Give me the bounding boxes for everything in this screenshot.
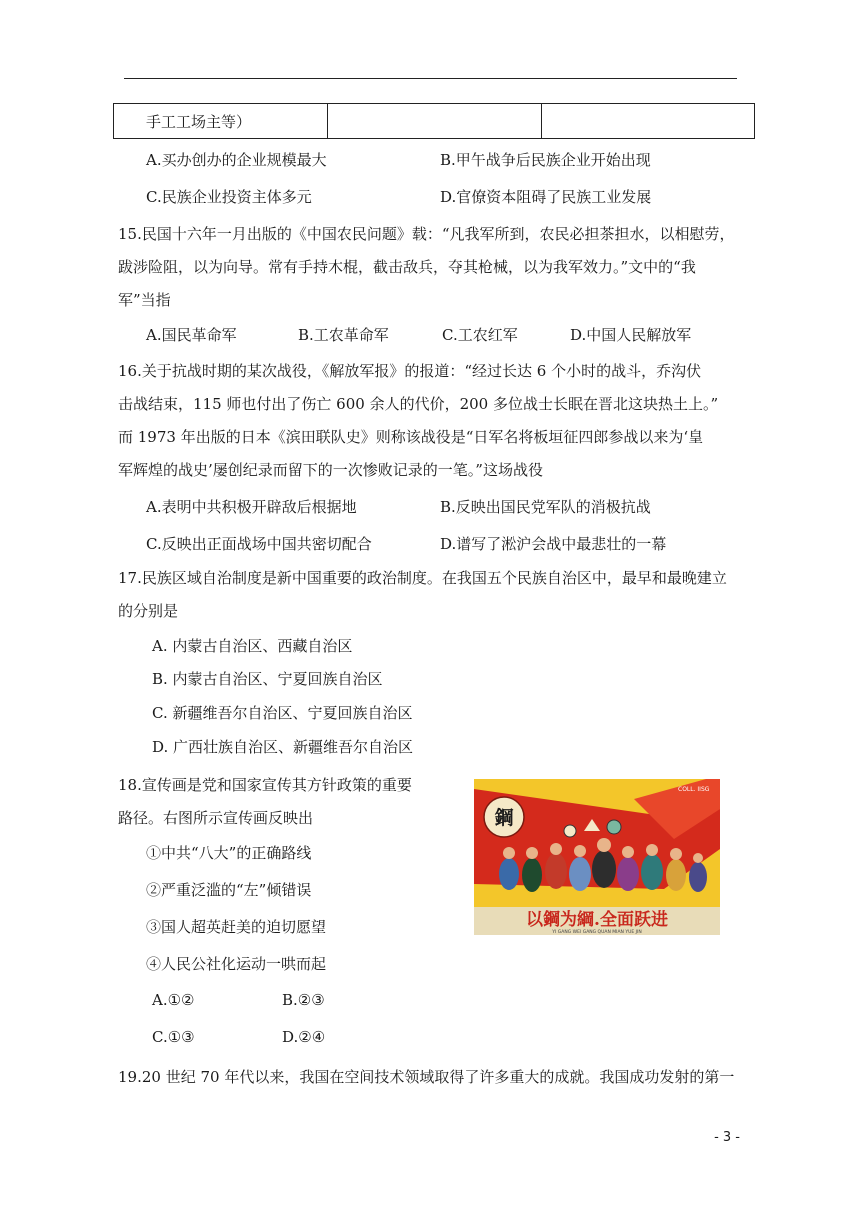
q14-option-b: B.甲午战争后民族企业开始出现 [440,151,651,169]
q18-stem-line-2: 路径。右图所示宣传画反映出 [118,809,314,827]
q17-stem-line-2: 的分别是 [118,602,179,620]
q14-option-c: C.民族企业投资主体多元 [146,188,312,206]
q14-option-a: A.买办创办的企业规模最大 [146,151,327,169]
q16-stem-line-2: 击战结束，115 师也付出了伤亡 600 余人的代价，200 多位战士长眠在晋北这块热土上。” [118,395,719,413]
q16-option-d: D.谱写了淞沪会战中最悲壮的一幕 [440,535,667,553]
q16-stem-line-3: 而 1973 年出版的日本《滨田联队史》则称该战役是“日军名将板垣征四郎参战以来为‘皇 [118,428,704,446]
page-number: - 3 - [714,1130,740,1145]
q18-option-b: B.②③ [282,991,325,1009]
q15-option-b: B.工农革命军 [298,326,389,344]
q18-item-1: ①中共“八大”的正确路线 [146,844,312,862]
q19-stem-line-1: 19.20 世纪 70 年代以来，我国在空间技术领域取得了许多重大的成就。我国成功发射的第一 [118,1068,735,1086]
answer-table-row [113,103,755,139]
q16-option-c: C.反映出正面战场中国共密切配合 [146,535,372,553]
propaganda-poster-image [474,779,720,935]
q18-item-3: ③国人超英赶美的迫切愿望 [146,918,327,936]
q18-option-d: D.②④ [282,1028,326,1046]
header-rule [124,78,737,79]
q17-option-d: D. 广西壮族自治区、新疆维吾尔自治区 [152,738,414,756]
q17-stem-line-1: 17.民族区域自治制度是新中国重要的政治制度。在我国五个民族自治区中，最早和最晚建立 [118,569,727,587]
q16-stem-line-1: 16.关于抗战时期的某次战役，《解放军报》的报道：“经过长达 6 个小时的战斗，乔沟伏 [118,362,702,380]
q17-option-a: A. 内蒙古自治区、西藏自治区 [152,637,353,655]
poster-slogan: 以鋼为綱.全面跃进 [526,910,668,930]
poster-corner-tag: COLL. IISG [678,786,710,793]
table-cell-1 [114,104,328,138]
q16-option-a: A.表明中共积极开辟敌后根据地 [146,498,357,516]
table-cell-text: 手工工场主等） [146,112,252,131]
poster-pinyin: YI GANG WEI GANG QUAN MIAN YUE JIN [552,930,642,935]
table-cell-3 [542,104,754,138]
q16-option-b: B.反映出国民党军队的消极抗战 [440,498,651,516]
q15-stem-line-1: 15.民国十六年一月出版的《中国农民问题》载：“凡我军所到，农民必担茶担水，以相慰劳， [118,225,735,243]
q17-option-b: B. 内蒙古自治区、宁夏回族自治区 [152,670,383,688]
q18-option-a: A.①② [152,991,195,1009]
q18-option-c: C.①③ [152,1028,195,1046]
q15-stem-line-3: 军”当指 [118,291,171,309]
q15-option-d: D.中国人民解放军 [570,326,692,344]
q15-stem-line-2: 跋涉险阻，以为向导。常有手持木棍，截击敌兵，夺其枪械，以为我军效力。”文中的“我 [118,258,696,276]
q15-option-c: C.工农红军 [442,326,518,344]
table-cell-2 [328,104,542,138]
q15-option-a: A.国民革命军 [146,326,237,344]
q18-item-2: ②严重泛滥的“左”倾错误 [146,881,312,899]
q18-stem-line-1: 18.宣传画是党和国家宣传其方针政策的重要 [118,776,412,794]
q18-item-4: ④人民公社化运动一哄而起 [146,955,327,973]
q17-option-c: C. 新疆维吾尔自治区、宁夏回族自治区 [152,704,413,722]
q16-stem-line-4: 军辉煌的战史’屡创纪录而留下的一次惨败记录的一笔。”这场战役 [118,461,543,479]
poster-badge-char: 鋼 [494,807,514,829]
q14-option-d: D.官僚资本阻碍了民族工业发展 [440,188,652,206]
